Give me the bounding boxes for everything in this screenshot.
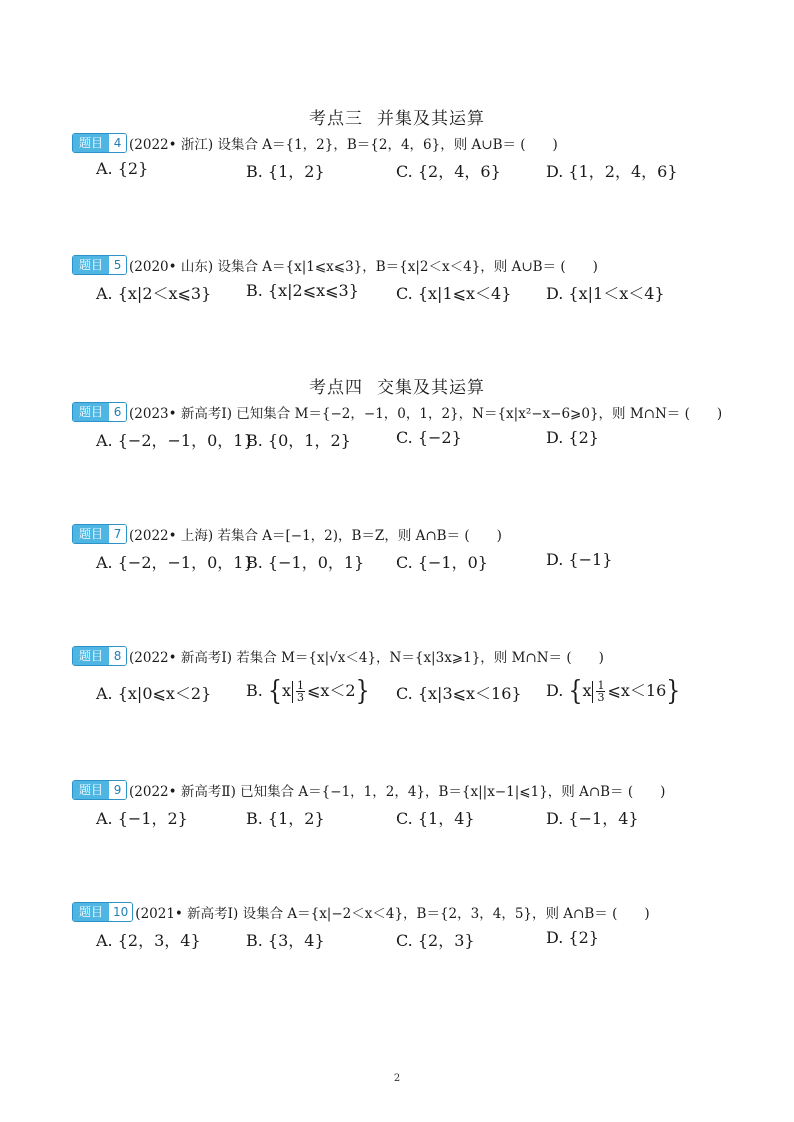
option-b[interactable]: B. {−1，0，1}: [246, 553, 365, 572]
option-c[interactable]: C. {1，4}: [396, 809, 475, 828]
badge-number: 6: [109, 403, 126, 421]
question-9: [72, 780, 762, 826]
badge-number: 4: [109, 134, 126, 152]
brace-open: {: [568, 675, 583, 707]
fraction: [596, 680, 605, 703]
option-d[interactable]: D. {−1}: [546, 550, 613, 569]
option-c[interactable]: C. {x|3⩽x＜16}: [396, 684, 522, 703]
question-8: [72, 646, 762, 707]
badge-number: 8: [109, 647, 126, 665]
option-a[interactable]: A. {−2，−1，0，1}: [96, 553, 254, 572]
option-c[interactable]: C. {x|1⩽x＜4}: [396, 284, 512, 303]
fraction: [296, 680, 305, 703]
option-c[interactable]: C. {−1，0}: [396, 553, 488, 572]
option-b[interactable]: [246, 675, 370, 707]
option-c[interactable]: C. {2，4，6}: [396, 162, 501, 181]
option-a[interactable]: A. {2，3，4}: [96, 931, 201, 950]
question-badge: [72, 902, 133, 922]
badge-number: 5: [109, 256, 126, 274]
question-6: [72, 402, 762, 448]
option-d[interactable]: D. {2}: [546, 428, 599, 447]
set-variable: x: [281, 681, 291, 700]
option-a[interactable]: A. {−2，−1，0，1}: [96, 431, 254, 450]
option-letter: D.: [546, 681, 564, 700]
page-number: 2: [393, 1073, 401, 1084]
badge-label: 题目: [73, 781, 109, 799]
question-stem: (2022• 上海) 若集合 A＝[−1，2)，B＝Z，则 A∩B＝ ( ): [129, 528, 502, 544]
question-stem: (2020• 山东) 设集合 A＝{x|1⩽x⩽3}，B＝{x|2＜x＜4}，则 A∪B＝ ( ): [129, 259, 598, 275]
inequality-tail: ⩽x＜2: [306, 681, 356, 700]
option-d[interactable]: [546, 675, 681, 707]
option-d[interactable]: D. {1，2，4，6}: [546, 162, 678, 181]
denominator: 3: [597, 691, 605, 704]
badge-number: 7: [109, 525, 126, 543]
badge-label: 题目: [73, 525, 109, 543]
question-stem: (2022• 浙江) 设集合 A＝{1，2}，B＝{2，4，6}，则 A∪B＝ ( ): [129, 137, 558, 153]
question-badge: [72, 524, 127, 544]
question-stem: (2022• 新高考Ⅱ) 已知集合 A＝{−1，1，2，4}，B＝{x||x−1|⩽1}，则 A∩B＝ ( ): [129, 784, 666, 800]
question-badge: [72, 402, 127, 422]
question-stem: (2021• 新高考Ⅰ) 设集合 A＝{x|−2＜x＜4}，B＝{2，3，4，5}，则 A∩B＝ ( ): [135, 906, 650, 922]
section-topic: 交集及其运算: [377, 378, 485, 398]
badge-label: 题目: [73, 134, 109, 152]
question-stem: (2023• 新高考Ⅰ) 已知集合 M＝{−2，−1，0，1，2}，N＝{x|x²−x−6⩾0}，则 M∩N＝ ( ): [129, 406, 723, 422]
badge-label: 题目: [73, 903, 109, 921]
numerator: 1: [296, 679, 304, 692]
question-7: [72, 524, 762, 570]
option-d[interactable]: D. {2}: [546, 928, 599, 947]
option-b[interactable]: B. {3，4}: [246, 931, 325, 950]
section-label: 考点四: [309, 378, 363, 398]
inequality-tail: ⩽x＜16: [607, 681, 667, 700]
option-c[interactable]: C. {2，3}: [396, 931, 475, 950]
question-stem: (2022• 新高考Ⅰ) 若集合 M＝{x|√x＜4}，N＝{x|3x⩾1}，则 M∩N＝ ( ): [129, 650, 604, 666]
option-b[interactable]: B. {x|2⩽x⩽3}: [246, 281, 359, 300]
badge-label: 题目: [73, 256, 109, 274]
option-a[interactable]: A. {x|2＜x⩽3}: [96, 284, 212, 303]
question-badge: [72, 133, 127, 153]
option-a[interactable]: A. {−1，2}: [96, 809, 188, 828]
section-title-3: [0, 104, 794, 129]
badge-label: 题目: [73, 403, 109, 421]
question-10: [72, 902, 762, 948]
option-b[interactable]: B. {0，1，2}: [246, 431, 351, 450]
brace-close: }: [666, 675, 681, 707]
option-b[interactable]: B. {1，2}: [246, 809, 325, 828]
badge-number: 10: [109, 903, 132, 921]
option-b[interactable]: B. {1，2}: [246, 162, 325, 181]
denominator: 3: [296, 691, 304, 704]
option-d[interactable]: D. {−1，4}: [546, 809, 639, 828]
brace-open: {: [267, 675, 282, 707]
section-title-4: [0, 373, 794, 398]
numerator: 1: [597, 679, 605, 692]
option-a[interactable]: A. {2}: [96, 159, 149, 178]
badge-number: 9: [109, 781, 126, 799]
brace-close: }: [355, 675, 370, 707]
option-c[interactable]: C. {−2}: [396, 428, 462, 447]
option-a[interactable]: A. {x|0⩽x＜2}: [96, 684, 212, 703]
question-badge: [72, 255, 127, 275]
set-variable: x: [582, 681, 592, 700]
badge-label: 题目: [73, 647, 109, 665]
section-topic: 并集及其运算: [377, 109, 485, 129]
option-letter: B.: [246, 681, 263, 700]
question-5: [72, 255, 762, 301]
section-label: 考点三: [309, 109, 363, 129]
option-d[interactable]: D. {x|1＜x＜4}: [546, 284, 665, 303]
vertical-bar: [292, 681, 293, 703]
question-badge: [72, 780, 127, 800]
question-badge: [72, 646, 127, 666]
question-4: [72, 133, 762, 179]
vertical-bar: [592, 681, 593, 703]
